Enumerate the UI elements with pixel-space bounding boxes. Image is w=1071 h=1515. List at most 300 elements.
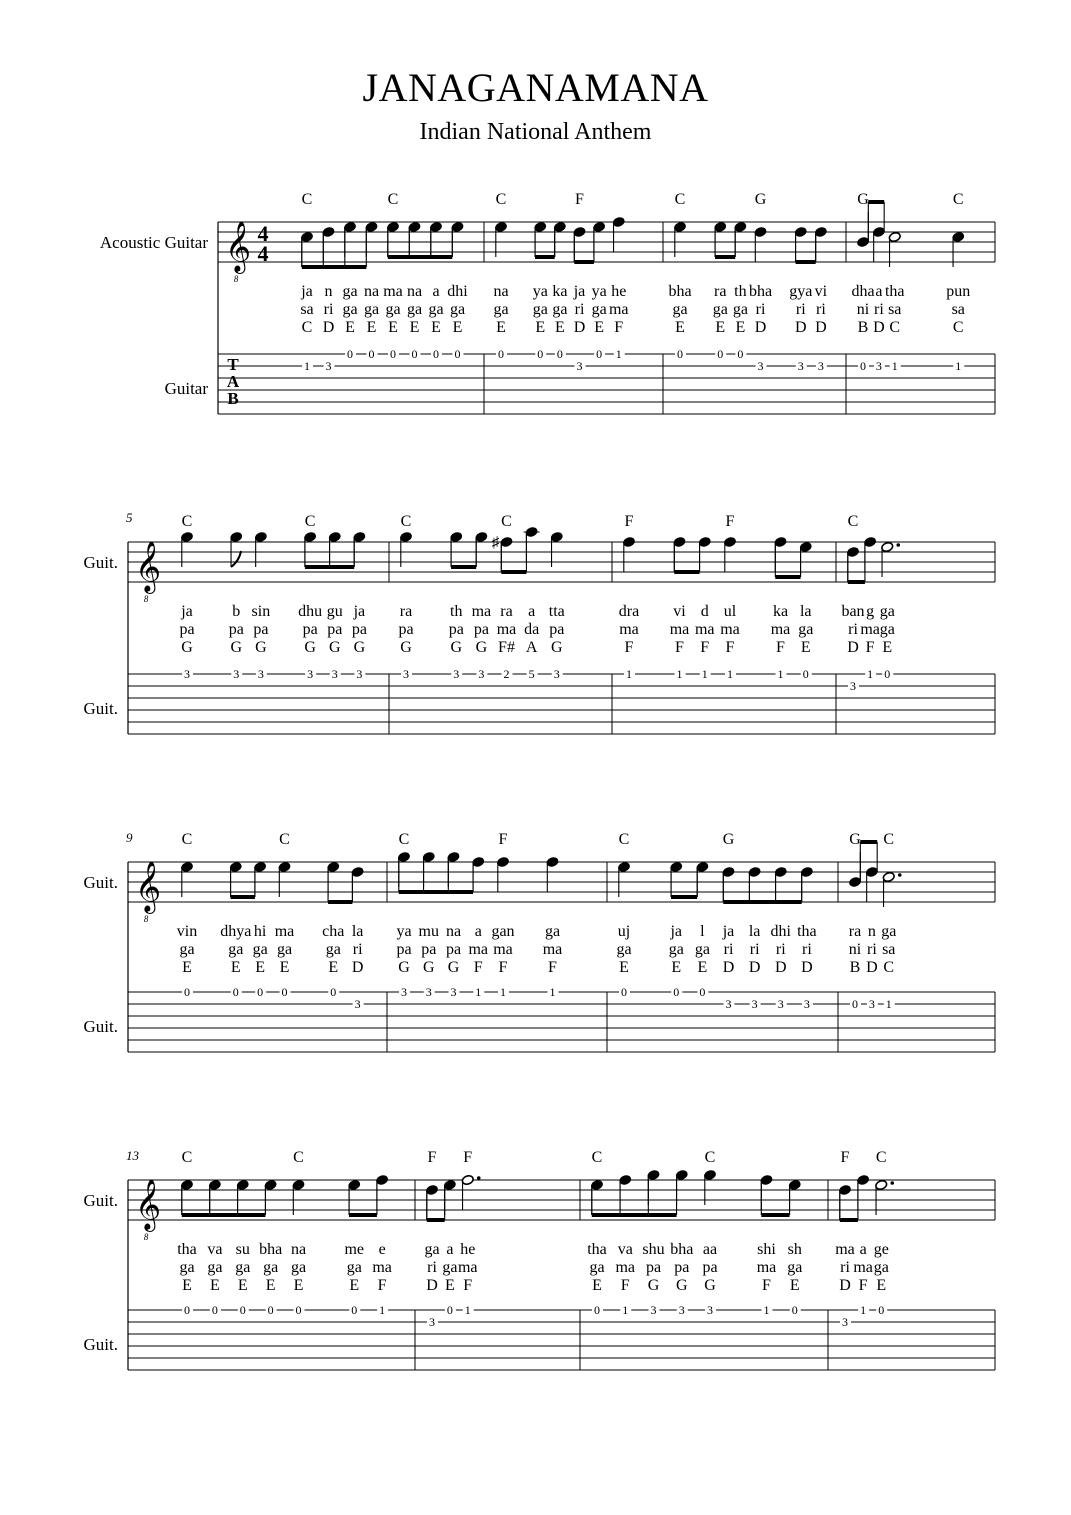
note-name-label: D	[722, 959, 735, 976]
note-name-label: E	[366, 319, 377, 336]
lyric-syllable: la	[748, 923, 761, 940]
lyric-syllable: bha	[668, 283, 692, 300]
note-head	[254, 861, 267, 872]
sargam-syllable: pa	[473, 621, 489, 638]
treble-clef-8vb-icon: 𝄞	[224, 222, 252, 271]
sargam-syllable: ri	[427, 1259, 437, 1276]
note-name-label: D	[794, 319, 807, 336]
note-head	[229, 861, 242, 872]
note-name-label: G	[255, 639, 267, 656]
note-head	[774, 866, 787, 877]
sargam-syllable: ga	[532, 301, 548, 318]
note-name-label: F	[498, 959, 508, 976]
lyric-syllable: shu	[642, 1241, 665, 1258]
sargam-syllable: sa	[882, 941, 896, 958]
treble-clef-8vb-icon: 𝄞	[134, 1180, 162, 1229]
lyric-syllable: tha	[177, 1241, 197, 1258]
tab-fret-number: 0	[594, 1303, 600, 1317]
sargam-syllable: ga	[342, 301, 358, 318]
note-head	[723, 536, 736, 547]
sargam-syllable: ma	[770, 621, 791, 638]
note-name-label: C	[301, 319, 313, 336]
tab-fret-number: 0	[498, 347, 504, 361]
lyric-syllable: ma	[383, 283, 403, 300]
lyric-syllable: ma	[274, 923, 295, 940]
tab-fret-number: 3	[850, 679, 856, 693]
chord-symbol: C	[304, 513, 316, 530]
note-name-label: E	[388, 319, 398, 336]
tab-fret-number: 0	[239, 1303, 246, 1317]
octave-marker: 8	[143, 914, 149, 924]
octave-marker: 8	[233, 274, 239, 284]
sargam-syllable: ri	[848, 621, 858, 638]
note-name-label: F	[725, 639, 735, 656]
note-head	[348, 1179, 361, 1190]
chord-symbol: C	[501, 513, 512, 530]
tab-fret-number: 3	[453, 667, 460, 681]
sargam-syllable: ri	[873, 301, 884, 318]
note-name-label: D	[774, 959, 787, 976]
lyric-syllable: d	[700, 603, 709, 620]
chord-symbol: F	[575, 191, 584, 208]
sargam-syllable: ga	[493, 301, 509, 318]
note-head	[447, 851, 460, 862]
tab-fret-number: 1	[500, 985, 506, 999]
chord-symbol: C	[847, 513, 859, 530]
lyric-syllable: dhya	[220, 923, 252, 940]
sargam-syllable: ni	[856, 301, 870, 318]
lyric-syllable: ya	[532, 283, 548, 300]
chord-symbol: C	[279, 831, 290, 848]
tab-fret-number: 0	[267, 1303, 274, 1317]
note-name-label: G	[353, 639, 366, 656]
note-head	[590, 1179, 603, 1190]
tab-fret-number: 1	[304, 359, 310, 373]
tab-fret-number: 0	[351, 1303, 358, 1317]
lyric-syllable: ga	[424, 1241, 440, 1258]
note-name-label: B	[849, 959, 861, 976]
lyric-syllable: ja	[670, 923, 683, 940]
staff-instrument-name: Guit.	[83, 1191, 118, 1210]
note-name-label: E	[230, 959, 241, 976]
lyric-syllable: e	[378, 1241, 386, 1258]
lyric-syllable: ma	[835, 1241, 855, 1258]
tab-fret-number: 0	[852, 997, 858, 1011]
note-head	[353, 531, 366, 542]
note-name-label: G	[400, 639, 412, 656]
score-subtitle: Indian National Anthem	[419, 119, 652, 145]
note-head	[180, 1179, 193, 1190]
chord-symbol: C	[387, 191, 399, 208]
lyric-syllable: dha	[851, 283, 875, 300]
tab-fret-number: 3	[257, 667, 264, 681]
sargam-syllable: ma	[493, 941, 513, 958]
note-name-label: G	[475, 639, 488, 656]
tab-fret-number: 0	[368, 347, 375, 361]
tab-fret-number: 0	[211, 1303, 218, 1317]
tab-fret-number: 3	[354, 997, 361, 1011]
lyric-syllable: na	[445, 923, 462, 940]
tab-fret-number: 2	[503, 667, 510, 681]
lyric-syllable: shi	[757, 1241, 776, 1258]
note-head	[500, 536, 513, 547]
tab-fret-number: 1	[475, 985, 482, 999]
note-head	[475, 531, 488, 542]
lyric-syllable: ka	[552, 283, 568, 300]
note-name-label: F	[776, 639, 785, 656]
tab-fret-number: 3	[429, 1315, 435, 1329]
note-name-label: F	[473, 959, 483, 976]
note-name-label: E	[349, 1277, 360, 1294]
tab-fret-number: 3	[842, 1315, 848, 1329]
note-name-label: D	[573, 319, 586, 336]
note-head	[230, 531, 243, 542]
chord-symbol: F	[725, 513, 735, 530]
lyric-syllable: ya	[396, 923, 412, 940]
tab-fret-number: 3	[678, 1303, 685, 1317]
lyric-syllable: bha	[670, 1241, 694, 1258]
sargam-syllable: pa	[327, 621, 343, 638]
note-name-label: D	[801, 959, 813, 976]
note-head	[673, 221, 686, 232]
note-name-label: F	[762, 1277, 771, 1294]
chord-symbol: C	[704, 1149, 716, 1166]
note-name-label: B	[857, 319, 869, 336]
sargam-syllable: ga	[616, 941, 632, 958]
sargam-syllable: ri	[723, 941, 734, 958]
sargam-syllable: ma	[542, 941, 563, 958]
tab-clef-icon: A	[226, 372, 240, 391]
note-head	[573, 226, 586, 237]
note-head	[300, 231, 313, 242]
lyric-syllable: la	[351, 923, 364, 940]
tab-clef-icon: T	[227, 355, 239, 374]
sargam-syllable: pa	[674, 1259, 690, 1276]
chord-symbol: C	[618, 831, 630, 848]
note-name-label: E	[452, 319, 463, 336]
lyric-syllable: a	[446, 1241, 454, 1258]
sargam-syllable: ga	[712, 301, 728, 318]
tab-fret-number: 1	[464, 1303, 471, 1317]
sargam-syllable: sa	[951, 301, 965, 318]
tab-fret-number: 0	[433, 347, 439, 361]
tab-fret-number: 3	[233, 667, 240, 681]
lyric-syllable: tha	[587, 1241, 607, 1258]
lyric-syllable: a	[474, 923, 482, 940]
tab-fret-number: 3	[450, 985, 457, 999]
note-name-label: D	[839, 1277, 851, 1294]
note-name-label: D	[351, 959, 364, 976]
note-head	[714, 221, 727, 232]
note-head	[328, 531, 341, 542]
tab-fret-number: 3	[817, 359, 824, 373]
lyric-syllable: th	[450, 603, 463, 620]
note-name-label: G	[422, 959, 435, 976]
sargam-syllable: ma	[496, 621, 517, 638]
tab-fret-number: 3	[707, 1303, 713, 1317]
tab-fret-number: 3	[875, 359, 882, 373]
staff-instrument-name: Guit.	[83, 873, 118, 892]
sargam-syllable: ri	[815, 301, 826, 318]
lyric-syllable: vin	[176, 923, 198, 940]
tab-fret-number: 3	[868, 997, 875, 1011]
tab-fret-number: 3	[401, 985, 407, 999]
lyric-syllable: n	[324, 283, 333, 300]
note-head	[760, 1174, 773, 1185]
note-name-label: E	[431, 319, 441, 336]
sargam-syllable: ri	[352, 941, 363, 958]
tab-fret-number: 3	[325, 359, 332, 373]
sargam-syllable: ga	[879, 621, 895, 638]
tab-fret-number: 3	[184, 667, 190, 681]
lyric-syllable: sh	[787, 1241, 802, 1258]
lyric-syllable: hi	[253, 923, 267, 940]
tab-fret-number: 3	[777, 997, 784, 1011]
note-head	[774, 536, 787, 547]
note-head	[208, 1179, 221, 1190]
measure-number: 5	[126, 510, 133, 525]
tab-fret-number: 1	[727, 667, 733, 681]
sargam-syllable: pa	[179, 621, 195, 638]
tab-fret-number: 0	[878, 1303, 885, 1317]
sargam-syllable: ga	[732, 301, 748, 318]
lyric-syllable: dhi	[770, 923, 791, 940]
tab-fret-number: 1	[676, 667, 683, 681]
lyric-syllable: n	[867, 923, 876, 940]
sargam-syllable: ma	[457, 1259, 478, 1276]
note-name-label: E	[735, 319, 746, 336]
lyric-syllable: ja	[353, 603, 366, 620]
tab-instrument-name: Guit.	[83, 1017, 118, 1036]
note-name-label: E	[535, 319, 546, 336]
tab-fret-number: 3	[331, 667, 338, 681]
sargam-syllable: ga	[672, 301, 688, 318]
note-name-label: G	[675, 1277, 688, 1294]
lyric-syllable: na	[493, 283, 509, 300]
lyric-syllable: a	[528, 603, 536, 620]
note-name-label: E	[237, 1277, 248, 1294]
lyric-syllable: na	[406, 283, 423, 300]
note-head	[278, 861, 291, 872]
chord-symbol: F	[624, 513, 634, 530]
chord-symbol: C	[301, 191, 313, 208]
note-name-label: D	[426, 1277, 438, 1294]
chord-symbol: C	[591, 1149, 603, 1166]
note-head	[534, 221, 547, 232]
sargam-syllable: ma	[860, 621, 880, 638]
treble-clef-8vb-icon: 𝄞	[134, 542, 162, 591]
lyric-syllable: pun	[946, 283, 971, 300]
note-name-label: D	[815, 319, 827, 336]
lyric-syllable: ge	[873, 1241, 889, 1258]
note-name-label: D	[748, 959, 761, 976]
lyric-syllable: va	[617, 1241, 633, 1258]
note-name-label: F	[858, 1277, 868, 1294]
note-head	[351, 866, 364, 877]
tab-fret-number: 3	[576, 359, 583, 373]
chord-symbol: C	[181, 513, 193, 530]
staff-instrument-name: Guit.	[83, 553, 118, 572]
note-head	[451, 221, 464, 232]
note-head	[550, 531, 563, 542]
note-head	[838, 1184, 851, 1195]
note-name-label: E	[182, 959, 192, 976]
lyric-syllable: ra	[848, 923, 862, 940]
lyric-syllable: bha	[748, 283, 773, 300]
note-head	[748, 866, 761, 877]
note-name-label: E	[328, 959, 339, 976]
note-head	[622, 536, 635, 547]
note-name-label: A	[525, 639, 538, 656]
tab-fret-number: 0	[537, 347, 544, 361]
note-name-label: F#	[498, 639, 515, 656]
note-head	[443, 1179, 456, 1190]
tab-fret-number: 0	[281, 985, 288, 999]
sargam-syllable: ri	[801, 941, 812, 958]
tab-fret-number: 3	[757, 359, 764, 373]
note-name-label: F	[614, 319, 624, 336]
lyric-syllable: ga	[544, 923, 561, 940]
note-head	[496, 856, 509, 867]
augmentation-dot	[896, 543, 900, 547]
lyric-syllable: bha	[259, 1241, 283, 1258]
tab-fret-number: 0	[884, 667, 891, 681]
time-signature-top: 4	[257, 221, 269, 246]
note-name-label: E	[594, 319, 605, 336]
lyric-syllable: ga	[881, 923, 897, 940]
lyric-syllable: ra	[500, 603, 513, 620]
chord-symbol: C	[875, 1149, 887, 1166]
tab-fret-number: 1	[955, 359, 962, 373]
note-name-label: D	[754, 319, 767, 336]
tab-fret-number: 1	[891, 359, 898, 373]
sargam-syllable: ga	[346, 1259, 362, 1276]
tab-fret-number: 0	[390, 347, 396, 361]
chord-symbol: C	[400, 513, 412, 530]
sargam-syllable: ga	[668, 941, 684, 958]
sargam-syllable: pa	[702, 1259, 718, 1276]
note-head	[264, 1179, 277, 1190]
chord-symbol: F	[427, 1149, 437, 1166]
note-name-label: D	[866, 959, 878, 976]
lyric-syllable: ga	[879, 603, 895, 620]
note-head	[848, 876, 861, 887]
lyric-syllable: dhu	[298, 603, 323, 620]
note-name-label: F	[377, 1277, 387, 1294]
tab-fret-number: 1	[379, 1303, 386, 1317]
tab-fret-number: 3	[725, 997, 732, 1011]
sargam-syllable: pa	[421, 941, 437, 958]
treble-clef-8vb-icon: 𝄞	[134, 862, 162, 911]
note-name-label: E	[697, 959, 708, 976]
tab-fret-number: 0	[737, 347, 744, 361]
note-head	[814, 226, 827, 237]
lyric-syllable: vi	[814, 283, 828, 300]
sargam-syllable: ma	[608, 301, 629, 318]
chord-symbol: F	[840, 1149, 850, 1166]
note-head	[846, 546, 859, 557]
note-head	[670, 861, 683, 872]
lyric-syllable: gan	[491, 923, 515, 940]
note-name-label: D	[873, 319, 885, 336]
tab-fret-number: 1	[860, 1303, 867, 1317]
sargam-syllable: ga	[428, 301, 444, 318]
tab-fret-number: 0	[330, 985, 337, 999]
sargam-syllable: ma	[372, 1259, 392, 1276]
lyric-syllable: ra	[399, 603, 413, 620]
note-name-label: E	[882, 639, 893, 656]
sargam-syllable: ga	[235, 1259, 251, 1276]
note-head	[450, 531, 463, 542]
tab-fret-number: 0	[802, 667, 809, 681]
tab-fret-number: 3	[478, 667, 485, 681]
note-head	[617, 861, 630, 872]
tab-instrument-name: Guit.	[83, 699, 118, 718]
lyric-syllable: ja	[722, 923, 735, 940]
sargam-syllable: ga	[276, 941, 293, 958]
chord-symbol: C	[495, 191, 507, 208]
note-name-label: E	[444, 1277, 455, 1294]
note-flag	[231, 551, 241, 567]
tab-fret-number: 0	[556, 347, 563, 361]
note-name-label: G	[181, 639, 193, 656]
sargam-syllable: ma	[853, 1259, 873, 1276]
sargam-syllable: ga	[552, 301, 568, 318]
staff-instrument-name: Acoustic Guitar	[99, 233, 208, 252]
sargam-syllable: pa	[302, 621, 318, 638]
note-name-label: F	[865, 639, 875, 656]
tab-fret-number: 1	[701, 667, 708, 681]
note-head	[327, 861, 340, 872]
lyric-syllable: ban	[841, 603, 865, 620]
time-signature-bottom: 4	[257, 241, 269, 266]
note-name-label: E	[619, 959, 629, 976]
note-name-label: F	[700, 639, 710, 656]
tab-instrument-name: Guitar	[164, 379, 208, 398]
lyric-syllable: ka	[772, 603, 789, 620]
lyric-syllable: me	[344, 1241, 365, 1258]
note-name-label: C	[889, 319, 901, 336]
note-name-label: F	[624, 639, 634, 656]
note-head	[180, 861, 193, 872]
augmentation-dot	[890, 1181, 894, 1185]
note-head	[292, 1179, 305, 1190]
note-head	[525, 526, 538, 537]
note-name-label: D	[322, 319, 335, 336]
sargam-syllable: sa	[888, 301, 902, 318]
lyric-syllable: cha	[322, 923, 345, 940]
sargam-syllable: ma	[615, 1259, 636, 1276]
tab-fret-number: 0	[860, 359, 866, 373]
sargam-syllable: ga	[363, 301, 380, 318]
tab-fret-number: 0	[446, 1303, 453, 1317]
note-name-label: G	[647, 1277, 660, 1294]
note-head	[875, 1179, 888, 1190]
note-head	[703, 1169, 716, 1180]
tab-fret-number: 3	[553, 667, 560, 681]
lyric-syllable: va	[207, 1241, 223, 1258]
tab-fret-number: 0	[347, 347, 353, 361]
tab-fret-number: 1	[549, 985, 556, 999]
lyric-syllable: dra	[618, 603, 640, 620]
note-name-label: C	[952, 319, 964, 336]
tab-clef-icon: B	[227, 389, 239, 408]
note-name-label: G	[447, 959, 460, 976]
tab-fret-number: 3	[425, 985, 432, 999]
tab-fret-number: 3	[803, 997, 810, 1011]
tab-fret-number: 0	[677, 347, 683, 361]
sharp-icon: ♯	[491, 535, 500, 551]
